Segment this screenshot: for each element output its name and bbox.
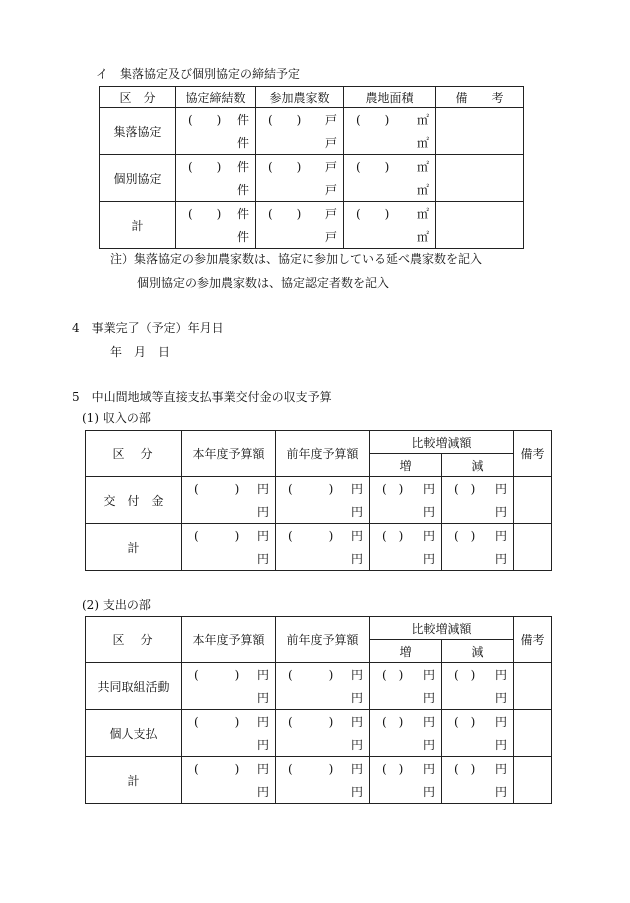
paren: ( ) [288, 715, 334, 729]
paren: ( ) [268, 160, 302, 174]
unit-yen: 円 [495, 762, 508, 776]
header-farmland-area: 農地面積 [344, 87, 436, 108]
unit-ko: 戸 [324, 136, 337, 150]
unit-yen: 円 [350, 762, 363, 776]
header-compare: 比較増減額 [370, 617, 514, 640]
paren: ( ) [454, 482, 476, 496]
row-label-individual-payment: 個人支払 [86, 710, 182, 757]
unit-yen: 円 [256, 738, 269, 752]
remarks-cell [436, 155, 524, 202]
unit-yen: 円 [495, 552, 508, 566]
row-label-village: 集落協定 [100, 108, 176, 155]
completion-date: 年 月 日 [110, 345, 171, 359]
unit-m2: ㎡ [416, 136, 429, 150]
expense-title: (2) 支出の部 [82, 598, 151, 612]
unit-yen: 円 [350, 715, 363, 729]
unit-yen: 円 [422, 668, 435, 682]
paren: ( ) [454, 715, 476, 729]
header-decrease: 減 [442, 640, 514, 663]
paren: ( ) [356, 207, 390, 221]
unit-yen: 円 [495, 482, 508, 496]
unit-yen: 円 [422, 738, 435, 752]
row-label-total: 計 [86, 524, 182, 571]
section-5-title: 5 中山間地域等直接支払事業交付金の収支予算 [72, 390, 332, 404]
unit-ko: 戸 [324, 230, 337, 244]
unit-yen: 円 [256, 482, 269, 496]
unit-yen: 円 [422, 785, 435, 799]
row-label-total: 計 [86, 757, 182, 804]
unit-yen: 円 [495, 505, 508, 519]
unit-m2: ㎡ [416, 207, 429, 221]
paren: ( ) [188, 113, 222, 127]
agreement-table [99, 86, 524, 249]
unit-m2: ㎡ [416, 183, 429, 197]
table-row [86, 663, 552, 710]
paren: ( ) [382, 668, 404, 682]
note-1: 注）集落協定の参加農家数は、協定に参加している延べ農家数を記入 [110, 252, 483, 266]
header-kubun: 区 分 [100, 87, 176, 108]
unit-yen: 円 [256, 505, 269, 519]
unit-ken: 件 [236, 160, 249, 174]
unit-yen: 円 [495, 668, 508, 682]
paren: ( ) [454, 529, 476, 543]
unit-ko: 戸 [324, 113, 337, 127]
table-row [100, 108, 524, 155]
unit-yen: 円 [256, 691, 269, 705]
header-remarks: 備考 [514, 431, 552, 477]
unit-yen: 円 [256, 762, 269, 776]
paren: ( ) [194, 715, 240, 729]
remarks-cell [436, 108, 524, 155]
row-label-total: 計 [100, 202, 176, 249]
unit-yen: 円 [350, 738, 363, 752]
row-label-individual: 個別協定 [100, 155, 176, 202]
unit-yen: 円 [350, 785, 363, 799]
unit-yen: 円 [256, 715, 269, 729]
paren: ( ) [356, 160, 390, 174]
unit-yen: 円 [256, 668, 269, 682]
unit-yen: 円 [422, 505, 435, 519]
paren: ( ) [188, 207, 222, 221]
note-2: 個別協定の参加農家数は、協定認定者数を記入 [137, 276, 390, 290]
header-remarks: 備 考 [436, 87, 524, 108]
table-row [86, 710, 552, 757]
unit-yen: 円 [495, 715, 508, 729]
header-kubun: 区 分 [86, 431, 182, 477]
paren: ( ) [288, 529, 334, 543]
row-label-grant: 交 付 金 [86, 477, 182, 524]
unit-yen: 円 [495, 691, 508, 705]
income-title: (1) 収入の部 [82, 411, 151, 425]
paren: ( ) [288, 482, 334, 496]
unit-ko: 戸 [324, 160, 337, 174]
unit-yen: 円 [495, 738, 508, 752]
unit-m2: ㎡ [416, 160, 429, 174]
paren: ( ) [382, 762, 404, 776]
table-row [86, 757, 552, 804]
section-i-title: イ 集落協定及び個別協定の締結予定 [96, 67, 301, 81]
unit-yen: 円 [495, 529, 508, 543]
expense-table [85, 616, 552, 804]
paren: ( ) [194, 482, 240, 496]
unit-yen: 円 [350, 668, 363, 682]
header-remarks: 備考 [514, 617, 552, 663]
unit-yen: 円 [256, 552, 269, 566]
unit-yen: 円 [422, 691, 435, 705]
paren: ( ) [382, 529, 404, 543]
table-row [86, 524, 552, 571]
paren: ( ) [288, 668, 334, 682]
paren: ( ) [268, 113, 302, 127]
remarks-cell [514, 710, 552, 757]
table-row [100, 155, 524, 202]
unit-ken: 件 [236, 183, 249, 197]
paren: ( ) [268, 207, 302, 221]
paren: ( ) [454, 668, 476, 682]
unit-m2: ㎡ [416, 113, 429, 127]
unit-ken: 件 [236, 230, 249, 244]
unit-yen: 円 [422, 762, 435, 776]
unit-yen: 円 [256, 785, 269, 799]
paren: ( ) [454, 762, 476, 776]
unit-yen: 円 [422, 552, 435, 566]
remarks-cell [514, 663, 552, 710]
paren: ( ) [382, 482, 404, 496]
unit-yen: 円 [350, 482, 363, 496]
paren: ( ) [194, 762, 240, 776]
unit-yen: 円 [422, 529, 435, 543]
unit-yen: 円 [422, 482, 435, 496]
unit-yen: 円 [495, 785, 508, 799]
remarks-cell [514, 524, 552, 571]
header-previous-budget: 前年度予算額 [276, 431, 370, 477]
unit-yen: 円 [350, 691, 363, 705]
row-label-joint-activity: 共同取組活動 [86, 663, 182, 710]
unit-yen: 円 [256, 529, 269, 543]
unit-ko: 戸 [324, 207, 337, 221]
unit-yen: 円 [422, 715, 435, 729]
remarks-cell [514, 757, 552, 804]
unit-ken: 件 [236, 136, 249, 150]
header-farmer-count: 参加農家数 [256, 87, 344, 108]
income-table [85, 430, 552, 571]
header-increase: 増 [370, 640, 442, 663]
header-current-budget: 本年度予算額 [182, 431, 276, 477]
section-4-title: 4 事業完了（予定）年月日 [72, 321, 224, 335]
remarks-cell [436, 202, 524, 249]
table-row [86, 477, 552, 524]
paren: ( ) [356, 113, 390, 127]
unit-m2: ㎡ [416, 230, 429, 244]
paren: ( ) [194, 529, 240, 543]
unit-ken: 件 [236, 113, 249, 127]
unit-yen: 円 [350, 552, 363, 566]
unit-yen: 円 [350, 529, 363, 543]
paren: ( ) [382, 715, 404, 729]
table-row [100, 202, 524, 249]
paren: ( ) [194, 668, 240, 682]
remarks-cell [514, 477, 552, 524]
header-increase: 増 [370, 454, 442, 477]
paren: ( ) [288, 762, 334, 776]
header-kubun: 区 分 [86, 617, 182, 663]
paren: ( ) [188, 160, 222, 174]
header-agreement-count: 協定締結数 [176, 87, 256, 108]
header-current-budget: 本年度予算額 [182, 617, 276, 663]
header-decrease: 減 [442, 454, 514, 477]
unit-ken: 件 [236, 207, 249, 221]
header-previous-budget: 前年度予算額 [276, 617, 370, 663]
unit-yen: 円 [350, 505, 363, 519]
unit-ko: 戸 [324, 183, 337, 197]
header-compare: 比較増減額 [370, 431, 514, 454]
